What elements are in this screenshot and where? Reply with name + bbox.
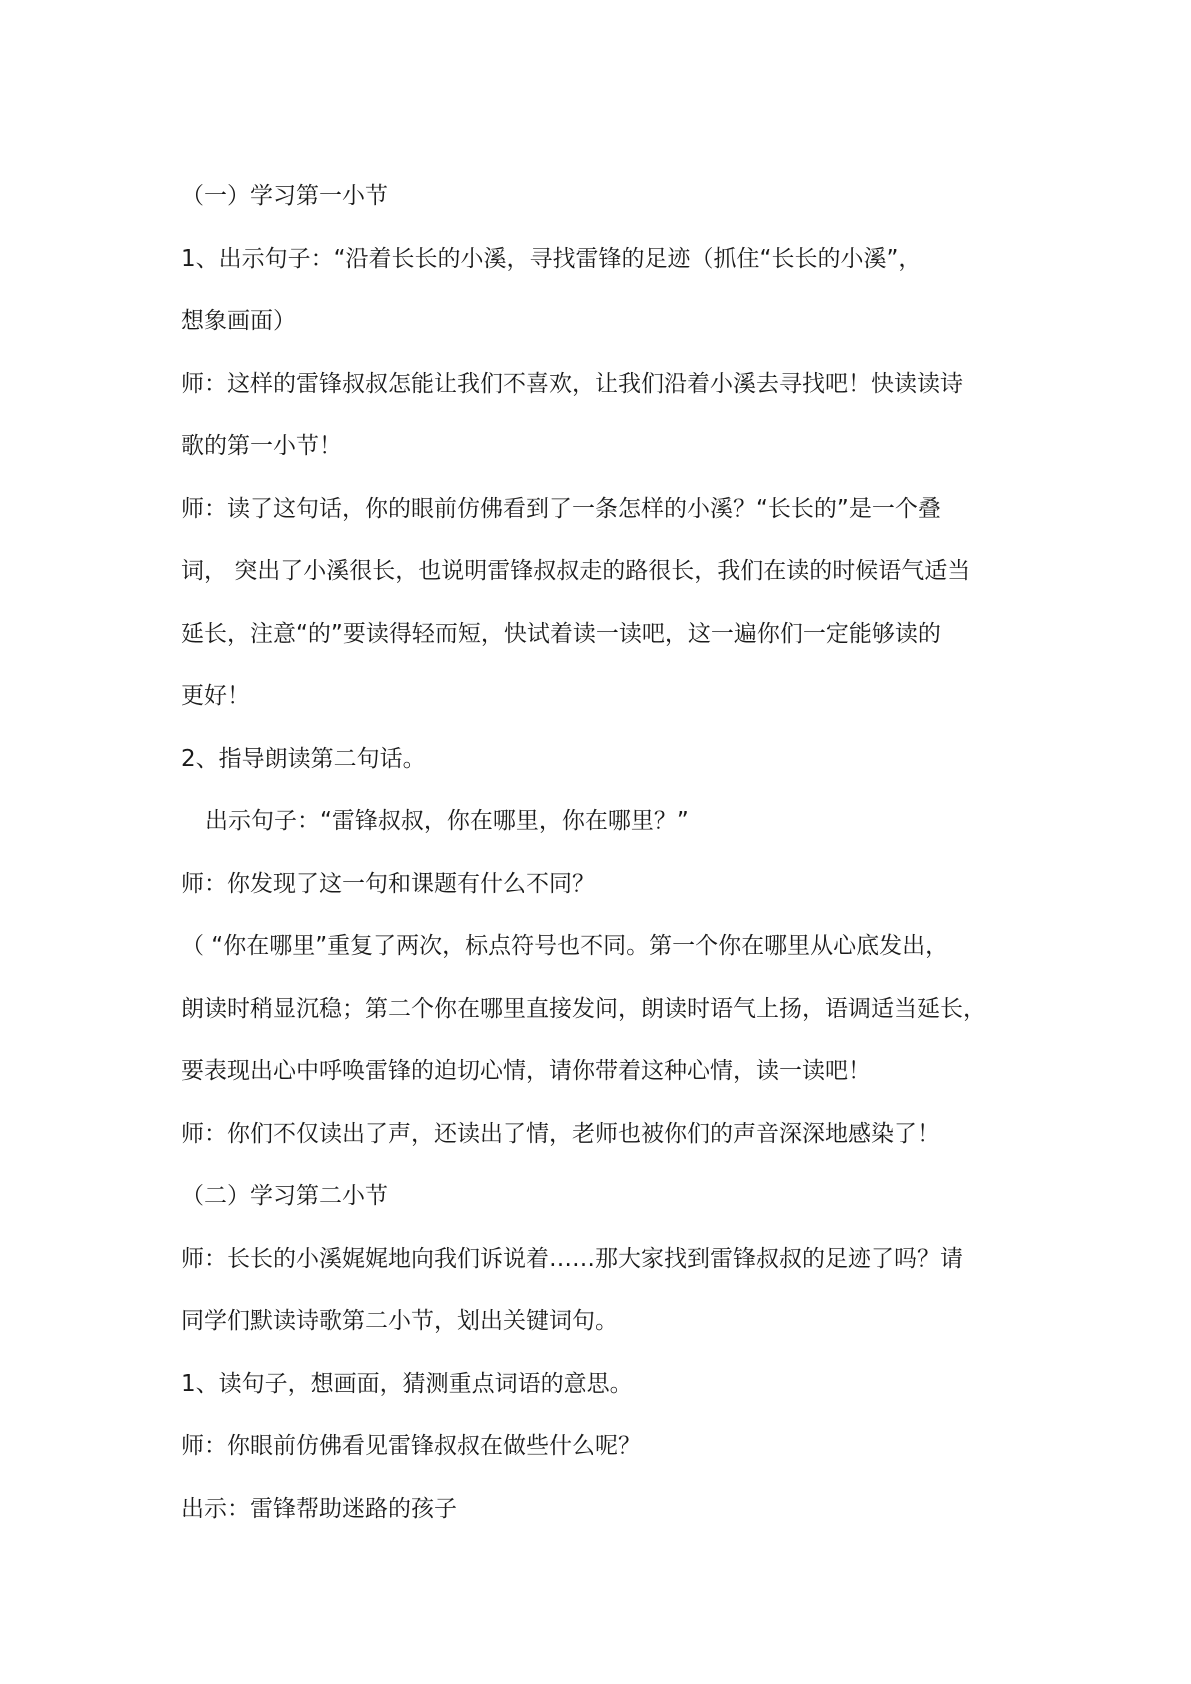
paragraph-line: （ “你在哪里”重复了两次，标点符号也不同。第一个你在哪里从心底发出， [181, 933, 949, 959]
paragraph-line: 要表现出心中呼唤雷锋的迫切心情，请你带着这种心情，读一读吧！ [181, 1058, 871, 1084]
paragraph-line: 出示句子：“雷锋叔叔，你在哪里，你在哪里？” [205, 808, 689, 834]
paragraph-line: 延长，注意“的”要读得轻而短，快试着读一读吧，这一遍你们一定能够读的 [181, 620, 941, 647]
paragraph-line: 朗读时稍显沉稳；第二个你在哪里直接发问，朗读时语气上扬，语调适当延长， [181, 995, 986, 1022]
paragraph-line: 同学们默读诗歌第二小节，划出关键词句。 [181, 1308, 618, 1334]
paragraph-line: 师：长长的小溪娓娓地向我们诉说着……那大家找到雷锋叔叔的足迹了吗？请 [181, 1245, 963, 1272]
paragraph-line: 师：读了这句话，你的眼前仿佛看到了一条怎样的小溪？“长长的”是一个叠 [181, 495, 941, 522]
paragraph-line: 1、出示句子：“沿着长长的小溪，寻找雷锋的足迹（抓住“长长的小溪”， [181, 245, 922, 272]
paragraph-line: 想象画面） [181, 308, 296, 334]
paragraph-line: 词， 突出了小溪很长，也说明雷锋叔叔走的路很长，我们在读的时候语气适当 [181, 558, 971, 584]
paragraph-line: 更好！ [181, 683, 250, 709]
paragraph-line: 师：你眼前仿佛看见雷锋叔叔在做些什么呢？ [181, 1433, 641, 1459]
section-heading-1: （一）学习第一小节 [181, 183, 388, 209]
paragraph-line: 师：这样的雷锋叔叔怎能让我们不喜欢，让我们沿着小溪去寻找吧！快读读诗 [181, 370, 963, 397]
document-body [181, 165, 1041, 1540]
paragraph-line: 1、读句子，想画面，猜测重点词语的意思。 [181, 1370, 633, 1397]
section-heading-2: （二）学习第二小节 [181, 1183, 388, 1209]
paragraph-line: 2、指导朗读第二句话。 [181, 745, 426, 772]
paragraph-line: 师：你发现了这一句和课题有什么不同？ [181, 870, 595, 897]
paragraph-line: 出示：雷锋帮助迷路的孩子 [181, 1495, 457, 1522]
paragraph-line: 师：你们不仅读出了声，还读出了情，老师也被你们的声音深深地感染了！ [181, 1120, 940, 1147]
paragraph-line: 歌的第一小节！ [181, 433, 342, 459]
